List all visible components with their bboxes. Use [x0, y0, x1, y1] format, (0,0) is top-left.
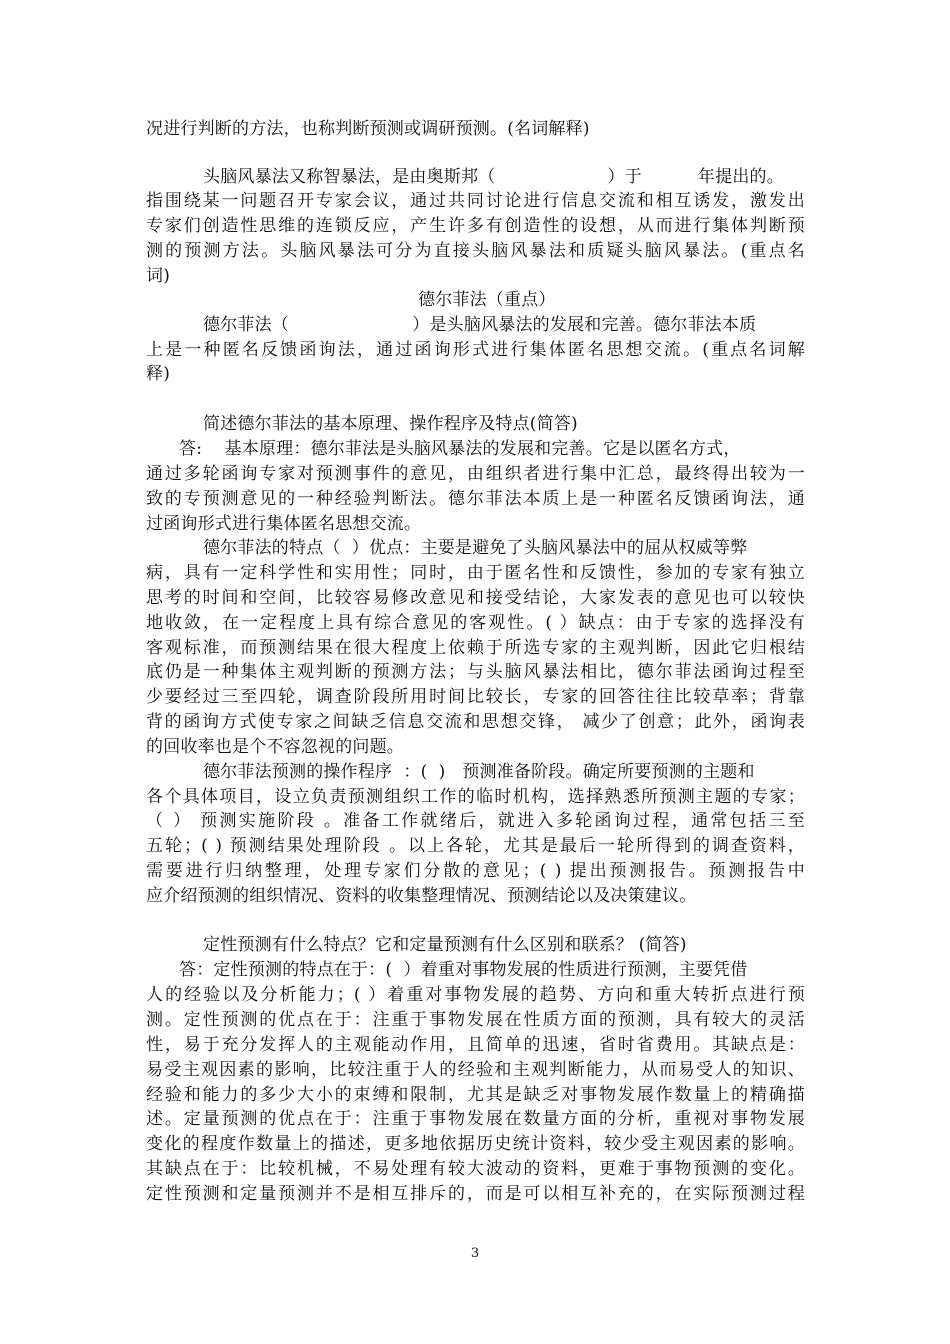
text-line: 经验和能力的多少大小的束缚和限制，尤其是缺乏对事物发展作数量上的精确描: [146, 1085, 805, 1105]
text-line: 地收敛，在一定程度上具有综合意见的客观性。( ）缺点：由于专家的选择没有: [146, 613, 805, 633]
text-line: 况进行判断的方法，也称判断预测或调研预测。(名词解释): [146, 119, 590, 139]
text-line: （ ） 预测实施阶段 。准备工作就绪后，就进入多轮函询过程，通常包括三至: [146, 811, 805, 831]
text-line: 思考的时间和空间，比较容易修改意见和接受结论，大家发表的意见也可以较快: [146, 588, 805, 608]
text-line: 背的函询方式使专家之间缺乏信息交流和思想交锋， 减少了创意；此外，函询表: [146, 712, 805, 732]
text-line: 释): [146, 364, 171, 384]
text-line: 五轮；( ) 预测结果处理阶段 。以上各轮，尤其是最后一轮所得到的调查资料，: [146, 836, 805, 856]
text-line: 答: 基本原理：德尔菲法是头脑风暴法的发展和完善。它是以匿名方式，: [179, 439, 741, 459]
text-line: 上是一种匿名反馈函询法，通过函询形式进行集体匿名思想交流。(重点名词解: [146, 340, 805, 360]
text-line: 应介绍预测的组织情况、资料的收集整理情况、预测结论以及决策建议。: [146, 886, 697, 906]
text-line: 底仍是一种集体主观判断的预测方法；与头脑风暴法相比，德尔菲法函询过程至: [146, 662, 805, 682]
text-line: 病，具有一定科学性和实用性；同时，由于匿名性和反馈性，参加的专家有独立: [146, 563, 805, 583]
text-line: 易受主观因素的影响，比较注重于人的经验和主观判断能力，从而易受人的知识、: [146, 1060, 805, 1080]
question-heading: 简述德尔菲法的基本原理、操作程序及特点(简答): [203, 414, 578, 434]
text-line: 专家们创造性思维的连锁反应，产生许多有创造性的设想，从而进行集体判断预: [146, 216, 805, 236]
question-heading: 定性预测有什么特点？它和定量预测有什么区别和联系？ (简答): [203, 935, 687, 955]
text-line: 定性预测和定量预测并不是相互排斥的，而是可以相互补充的，在实际预测过程: [146, 1184, 805, 1204]
text-line: 的回收率也是个不容忽视的问题。: [146, 737, 404, 757]
text-line: 需要进行归纳整理，处理专家们分散的意见；( ) 提出预测报告。预测报告中: [146, 861, 805, 881]
text-line: 指围绕某一问题召开专家会议，通过共同讨论进行信息交流和相互诱发，激发出: [146, 191, 805, 211]
text-line: 变化的程度作数量上的描述，更多地依据历史统计资料，较少受主观因素的影响。: [146, 1134, 805, 1154]
text-line: 通过多轮函询专家对预测事件的意见，由组织者进行集中汇总，最终得出较为一: [146, 464, 805, 484]
text-line: 测的预测方法。头脑风暴法可分为直接头脑风暴法和质疑头脑风暴法。(重点名: [146, 241, 805, 261]
text-line: 人的经验以及分析能力；( ）着重对事物发展的趋势、方向和重大转折点进行预: [146, 985, 805, 1005]
text-line: 测。定性预测的优点在于：注重于事物发展在性质方面的预测，具有较大的灵活: [146, 1010, 805, 1030]
text-line: 德尔菲法的特点（ ）优点：主要是避免了头脑风暴法中的屈从权威等弊: [203, 538, 748, 558]
text-line: 其缺点在于：比较机械，不易处理有较大波动的资料，更难于事物预测的变化。: [146, 1159, 805, 1179]
text-line: 客观标准，而预测结果在很大程度上依赖于所选专家的主观判断，因此它归根结: [146, 638, 805, 658]
text-line: 致的专预测意见的一种经验判断法。德尔菲法本质上是一种匿名反馈函询法，通: [146, 489, 805, 509]
text-line: 各个具体项目，设立负责预测组织工作的临时机构，选择熟悉所预测主题的专家；: [146, 787, 805, 807]
section-heading: 德尔菲法（重点）: [418, 290, 556, 310]
text-line: 过函询形式进行集体匿名思想交流。: [146, 514, 422, 534]
text-line: 头脑风暴法又称智暴法，是由奥斯邦（ ）于 年提出的。: [203, 167, 784, 187]
text-line: 词): [146, 266, 171, 286]
text-line: 少要经过三至四轮，调查阶段所用时间比较长，专家的回答往往比较草率；背靠: [146, 687, 805, 707]
text-line: 德尔菲法预测的操作程序 ：( ) 预测准备阶段。确定所要预测的主题和: [203, 762, 755, 782]
text-line: 德尔菲法（ ）是头脑风暴法的发展和完善。德尔菲法本质: [203, 315, 757, 335]
page-number: 3: [470, 1246, 480, 1261]
text-line: 答：定性预测的特点在于：( ）着重对事物发展的性质进行预测，主要凭借: [179, 960, 748, 980]
text-line: 述。定量预测的优点在于：注重于事物发展在数量方面的分析，重视对事物发展: [146, 1109, 805, 1129]
text-line: 性，易于充分发挥人的主观能动作用，且简单的迅速，省时省费用。其缺点是：: [146, 1035, 805, 1055]
